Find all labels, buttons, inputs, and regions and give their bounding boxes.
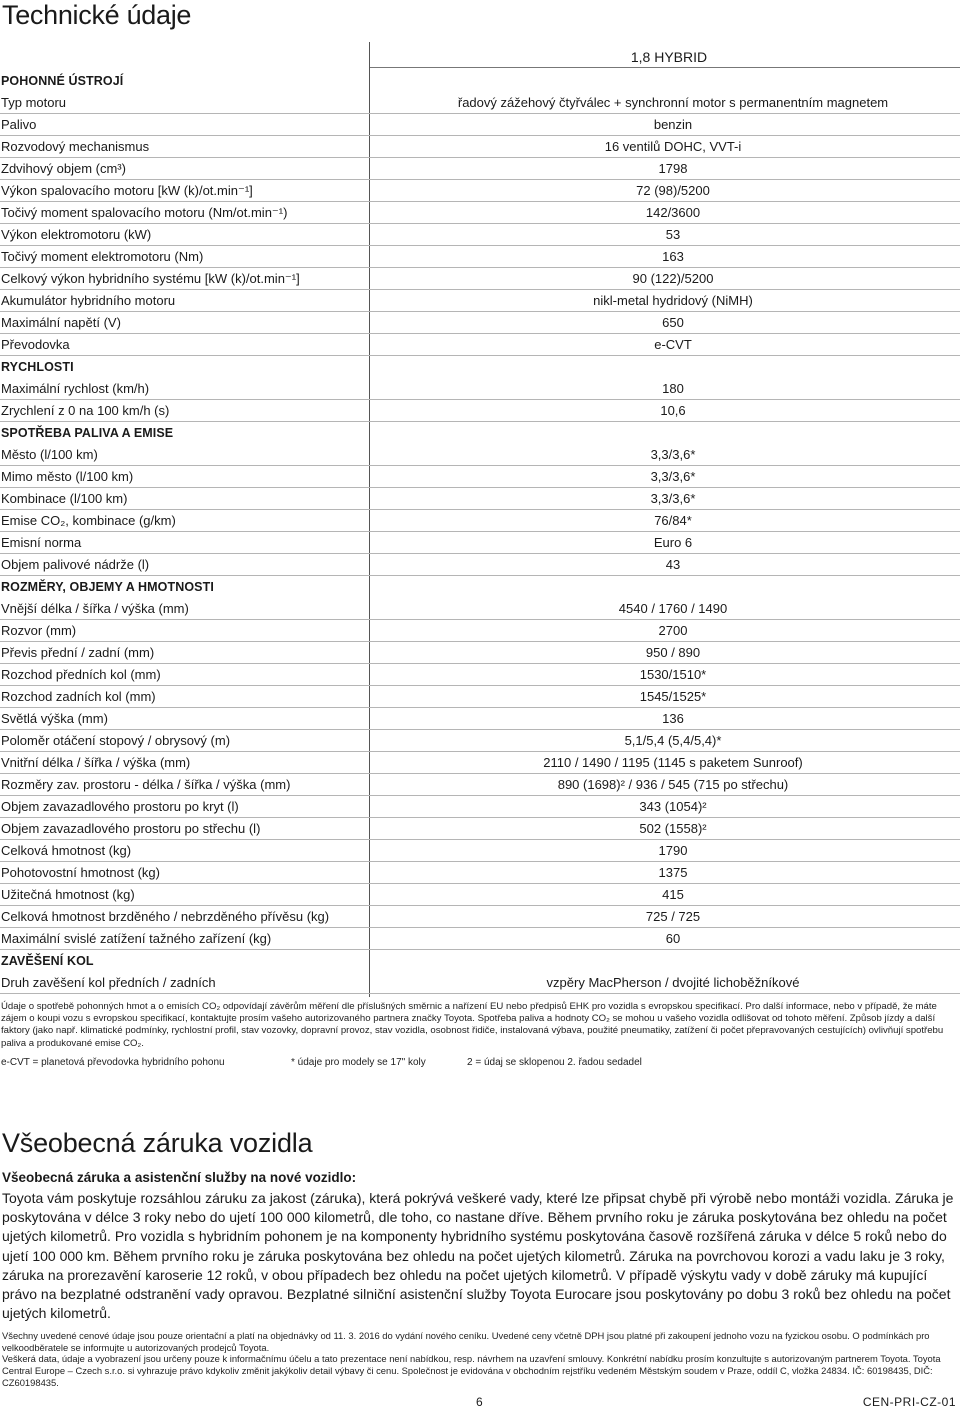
spec-row	[0, 818, 960, 840]
spec-row	[0, 136, 960, 158]
spec-value: 415	[662, 887, 684, 902]
small-print	[2, 1330, 960, 1389]
document-code: CEN-PRI-CZ-01	[862, 1395, 956, 1409]
spec-label: Celková hmotnost brzděného / nebrzděného přívěsu (kg)	[1, 909, 330, 924]
spec-row	[0, 642, 960, 664]
spec-row	[0, 554, 960, 576]
spec-label: Světlá výška (mm)	[1, 711, 108, 726]
spec-value: 10,6	[660, 403, 686, 418]
spec-label: Typ motoru	[1, 95, 67, 110]
legend-star: * údaje pro modely se 17" koly	[291, 1057, 426, 1068]
spec-value: 3,3/3,6*	[650, 469, 696, 484]
section-header-row	[0, 70, 960, 92]
spec-row	[0, 268, 960, 290]
spec-value: 1798	[658, 161, 688, 176]
spec-label: Zrychlení z 0 na 100 km/h (s)	[1, 403, 170, 418]
warranty-title: Všeobecná záruka vozidla	[2, 1128, 313, 1158]
spec-value: 2700	[658, 623, 688, 638]
spec-label: Maximální svislé zatížení tažného zařízení (kg)	[1, 931, 272, 946]
spec-value: 180	[662, 381, 684, 396]
spec-row	[0, 488, 960, 510]
spec-value: nikl-metal hydridový (NiMH)	[593, 293, 753, 308]
spec-label: Rozvodový mechanismus	[1, 139, 150, 154]
spec-value: řadový zážehový čtyřválec + synchronní motor s permanentním magnetem	[457, 95, 889, 110]
spec-value: 725 / 725	[645, 909, 701, 924]
spec-row	[0, 158, 960, 180]
small-print-pricing: Všechny uvedené cenové údaje jsou pouze orientační a platí na objednávky od 11. 3. 2016 do vydání nového ceníku. Uvedené ceny včetně DPH jsou platné při zakoupení jednoho vozu na fyzickou osobu. O podmínkách pro velkoodběratele se informujte u autorizovaných prodejců Toyota.	[2, 1330, 930, 1353]
spec-label: Vnější délka / šířka / výška (mm)	[1, 601, 189, 616]
spec-label: Objem zavazadlového prostoru po střechu (l)	[1, 821, 261, 836]
spec-label: Emise CO₂, kombinace (g/km)	[1, 513, 176, 528]
spec-label: Objem palivové nádrže (l)	[1, 557, 150, 572]
spec-label: Emisní norma	[1, 535, 82, 550]
section-header-row	[0, 356, 960, 378]
spec-label: Celková hmotnost (kg)	[1, 843, 132, 858]
spec-label: Maximální rychlost (km/h)	[1, 381, 150, 396]
spec-row	[0, 884, 960, 906]
section-header-row	[0, 422, 960, 444]
spec-row	[0, 752, 960, 774]
spec-value: 142/3600	[645, 205, 701, 220]
spec-row	[0, 928, 960, 950]
spec-label: Palivo	[1, 117, 37, 132]
spec-row	[0, 774, 960, 796]
spec-row	[0, 532, 960, 554]
spec-value: 60	[665, 931, 681, 946]
section-header-row	[0, 576, 960, 598]
spec-value: 43	[665, 557, 681, 572]
spec-value: 650	[662, 315, 684, 330]
spec-row	[0, 400, 960, 422]
spec-row	[0, 664, 960, 686]
spec-value: e-CVT	[654, 337, 692, 352]
legend-row	[1, 1056, 959, 1070]
spec-value: 1790	[658, 843, 688, 858]
section-title: ROZMĚRY, OBJEMY A HMOTNOSTI	[1, 580, 214, 594]
spec-value: Euro 6	[653, 535, 693, 550]
spec-row	[0, 224, 960, 246]
spec-row	[0, 444, 960, 466]
spec-row	[0, 290, 960, 312]
footnote-emissions: Údaje o spotřebě pohonných hmot a o emisích CO₂ odpovídají závěrům měření dle příslušných směrnic a nařízení EU nebo předpisů EHK pro vozidla s evropskou specifikací. Pro další informace, nebo v případě, že máte zájem o koupi vozu s evropskou specifikací, kontaktujte prosím vašeho autorizovaného partnera značky Toyota. Spotřeba paliva a hodnoty CO₂ se mohou u vašeho vozidla odlišovat od tohoto měření. Způsob jízdy a další faktory (jako např. klimatické podmínky, rychlostní profil, stav vozovky, dopravní provoz, stav vozidla, osobnost řidiče, instalovaná výbava, použité pneumatiky, zatížení či počet přepravovaných cestujících) ovlivňují spotřebu paliva a produkované emise CO₂.	[1, 1001, 944, 1049]
legend-ecvt: e-CVT = planetová převodovka hybridního pohonu	[1, 1057, 225, 1068]
spec-label: Poloměr otáčení stopový / obrysový (m)	[1, 733, 231, 748]
spec-label: Zdvihový objem (cm³)	[1, 161, 126, 176]
spec-row	[0, 708, 960, 730]
spec-value: 2110 / 1490 / 1195 (1145 s paketem Sunroof)	[543, 755, 803, 770]
spec-label: Celkový výkon hybridního systému [kW (k)/ot.min⁻¹]	[1, 271, 300, 286]
spec-value: vzpěry MacPherson / dvojité lichoběžníkové	[546, 975, 800, 990]
spec-row	[0, 972, 960, 994]
spec-label: Výkon elektromotoru (kW)	[1, 227, 152, 242]
spec-value: 16 ventilů DOHC, VVT-i	[604, 139, 742, 154]
section-title: RYCHLOSTI	[1, 360, 74, 374]
spec-row	[0, 796, 960, 818]
section-title: ZAVĚŠENÍ KOL	[1, 954, 94, 968]
small-print-legal: Veškerá data, údaje a vyobrazení jsou určeny pouze k informačnímu účelu a tato prezentace není nabídkou, resp. návrhem na uzavření smlouvy. Konkrétní nabídku prosím konzultujte s autorizovaným partnerem Toyota. Toyota Central Europe – Czech s.r.o. si vyhrazuje právo kdykoliv změnit jakýkoliv detail výbavy či cenu. Společnost je evidována v obchodním rejstříku vedeném Městským soudem v Praze, oddíl C, vložka 24834. IČ: 60198435, DIČ: CZ60198435.	[2, 1353, 941, 1388]
spec-label: Vnitřní délka / šířka / výška (mm)	[1, 755, 191, 770]
spec-label: Pohotovostní hmotnost (kg)	[1, 865, 160, 880]
spec-value: benzin	[653, 117, 693, 132]
spec-label: Město (l/100 km)	[1, 447, 98, 462]
spec-label: Rozchod zadních kol (mm)	[1, 689, 156, 704]
spec-value: 53	[665, 227, 681, 242]
spec-row	[0, 598, 960, 620]
spec-label: Převodovka	[1, 337, 70, 352]
spec-value: 1375	[658, 865, 688, 880]
spec-label: Převis přední / zadní (mm)	[1, 645, 155, 660]
spec-row	[0, 312, 960, 334]
spec-value: 163	[662, 249, 684, 264]
warranty-subtitle: Všeobecná záruka a asistenční služby na nové vozidlo:	[2, 1170, 357, 1185]
spec-row	[0, 334, 960, 356]
spec-value: 90 (122)/5200	[632, 271, 714, 286]
spec-row	[0, 730, 960, 752]
spec-label: Rozchod předních kol (mm)	[1, 667, 161, 682]
spec-value: 3,3/3,6*	[650, 491, 696, 506]
section-title: SPOTŘEBA PALIVA A EMISE	[1, 426, 174, 440]
spec-table	[0, 70, 960, 994]
spec-row	[0, 202, 960, 224]
spec-value: 4540 / 1760 / 1490	[618, 601, 728, 616]
spec-value: 502 (1558)²	[639, 821, 707, 836]
section-title: POHONNÉ ÚSTROJÍ	[1, 74, 124, 88]
spec-label: Rozvor (mm)	[1, 623, 77, 638]
spec-label: Točivý moment elektromotoru (Nm)	[1, 249, 204, 264]
spec-value: 136	[662, 711, 684, 726]
spec-label: Kombinace (l/100 km)	[1, 491, 128, 506]
spec-label: Rozměry zav. prostoru - délka / šířka / výška (mm)	[1, 777, 291, 792]
spec-row	[0, 840, 960, 862]
spec-label: Objem zavazadlového prostoru po kryt (l)	[1, 799, 239, 814]
column-header-model: 1,8 HYBRID	[370, 46, 960, 68]
spec-value: 343 (1054)²	[639, 799, 707, 814]
spec-row	[0, 686, 960, 708]
spec-label: Druh zavěšení kol předních / zadních	[1, 975, 216, 990]
spec-value: 950 / 890	[645, 645, 701, 660]
spec-label: Výkon spalovacího motoru [kW (k)/ot.min⁻¹]	[1, 183, 253, 198]
spec-row	[0, 510, 960, 532]
spec-label: Točivý moment spalovacího motoru (Nm/ot.min⁻¹)	[1, 205, 288, 220]
spec-label: Mimo město (l/100 km)	[1, 469, 134, 484]
spec-row	[0, 114, 960, 136]
spec-label: Užitečná hmotnost (kg)	[1, 887, 135, 902]
spec-label: Maximální napětí (V)	[1, 315, 121, 330]
spec-row	[0, 620, 960, 642]
spec-row	[0, 466, 960, 488]
spec-row	[0, 862, 960, 884]
spec-value: 1530/1510*	[639, 667, 707, 682]
spec-value: 890 (1698)² / 936 / 545 (715 po střechu)	[557, 777, 789, 792]
spec-value: 1545/1525*	[639, 689, 707, 704]
spec-row	[0, 246, 960, 268]
spec-row	[0, 92, 960, 114]
spec-row	[0, 906, 960, 928]
section-header-row	[0, 950, 960, 972]
spec-value: 3,3/3,6*	[650, 447, 696, 462]
spec-row	[0, 180, 960, 202]
spec-value: 5,1/5,4 (5,4/5,4)*	[624, 733, 722, 748]
page-title: Technické údaje	[2, 0, 192, 30]
spec-value: 76/84*	[654, 513, 692, 528]
spec-label: Akumulátor hybridního motoru	[1, 293, 176, 308]
spec-row	[0, 378, 960, 400]
legend-two: 2 = údaj se sklopenou 2. řadou sedadel	[467, 1057, 642, 1068]
warranty-body: Toyota vám poskytuje rozsáhlou záruku za jakost (záruka), která pokrývá veškeré vady, které lze připsat chybě při výrobě nebo montáži vozidla. Záruka je poskytována v délce 3 roky nebo do ujetí 100 000 kilometrů, dle toho, co nastane dříve. Během prvního roku je záruka poskytována bez ohledu na počet ujetých kilometrů. Pro vozidla s hybridním pohonem je na komponenty hybridního systému poskytována časově rozšířená záruka v délce 5 roků nebo do ujetí 100 000 km. Během prvního roku je záruka poskytována bez ohledu na počet ujetých kilometrů. Záruka na povrchovou korozi a vadu laku je 3 roky, záruka na prorezavění karoserie 12 roků, v obou případech bez ohledu na počet ujetých kilometrů. V případě výskytu vady v době záruky má kupující právo na bezplatné odstranění vady opravou. Bezplatné silniční asistenční služby Toyota Eurocare jsou poskytovány po dobu 3 roků bez ohledu na počet ujetých kilometrů.	[2, 1190, 954, 1322]
page-number: 6	[476, 1395, 483, 1409]
spec-value: 72 (98)/5200	[636, 183, 710, 198]
